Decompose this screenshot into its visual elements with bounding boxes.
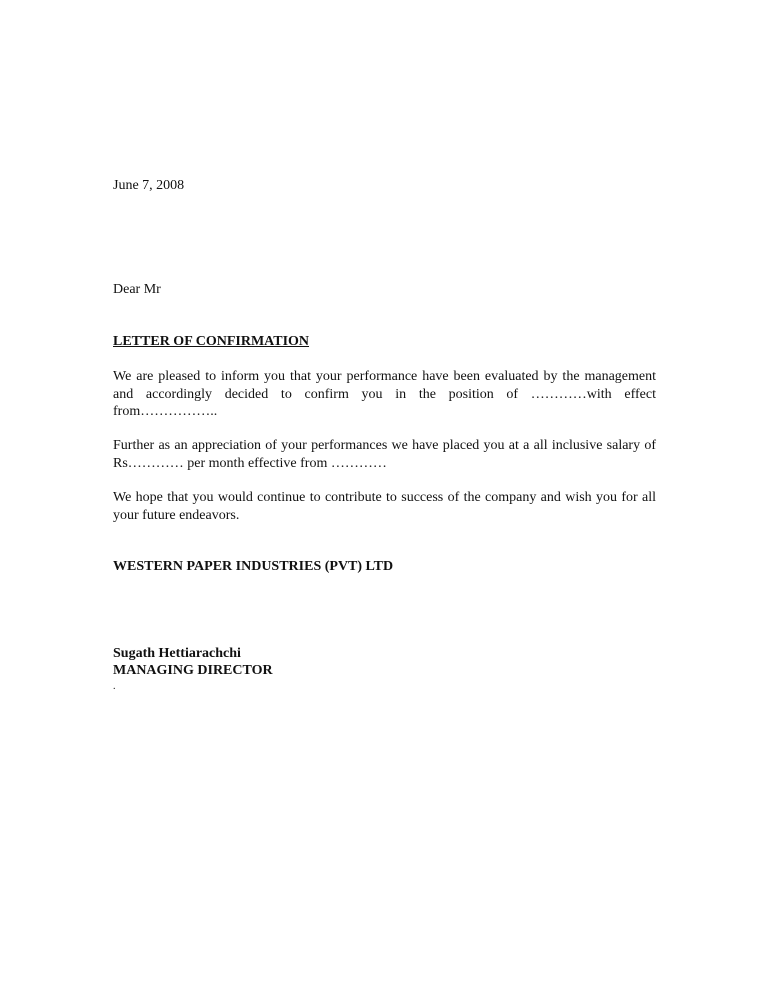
body-paragraph-salary: Further as an appreciation of your performances we have placed you at a all inclusive salary of Rs………… per month effective from ………… (113, 438, 656, 471)
signer-name: Sugath Hettiarachchi (113, 646, 241, 661)
company-name: WESTERN PAPER INDUSTRIES (PVT) LTD (113, 559, 394, 574)
trailing-mark: . (113, 681, 116, 692)
letter-date: June 7, 2008 (113, 178, 185, 193)
signer-title: MANAGING DIRECTOR (113, 663, 273, 678)
body-paragraph-confirmation: We are pleased to inform you that your performance have been evaluated by the management and accordingly decided to confirm you in the position of …………with effect from…………….. (113, 369, 656, 419)
salutation: Dear Mr (113, 282, 161, 297)
letter-subject: LETTER OF CONFIRMATION (113, 334, 310, 349)
body-paragraph-closing: We hope that you would continue to contribute to success of the company and wish you for all your future endeavors. (113, 490, 656, 523)
